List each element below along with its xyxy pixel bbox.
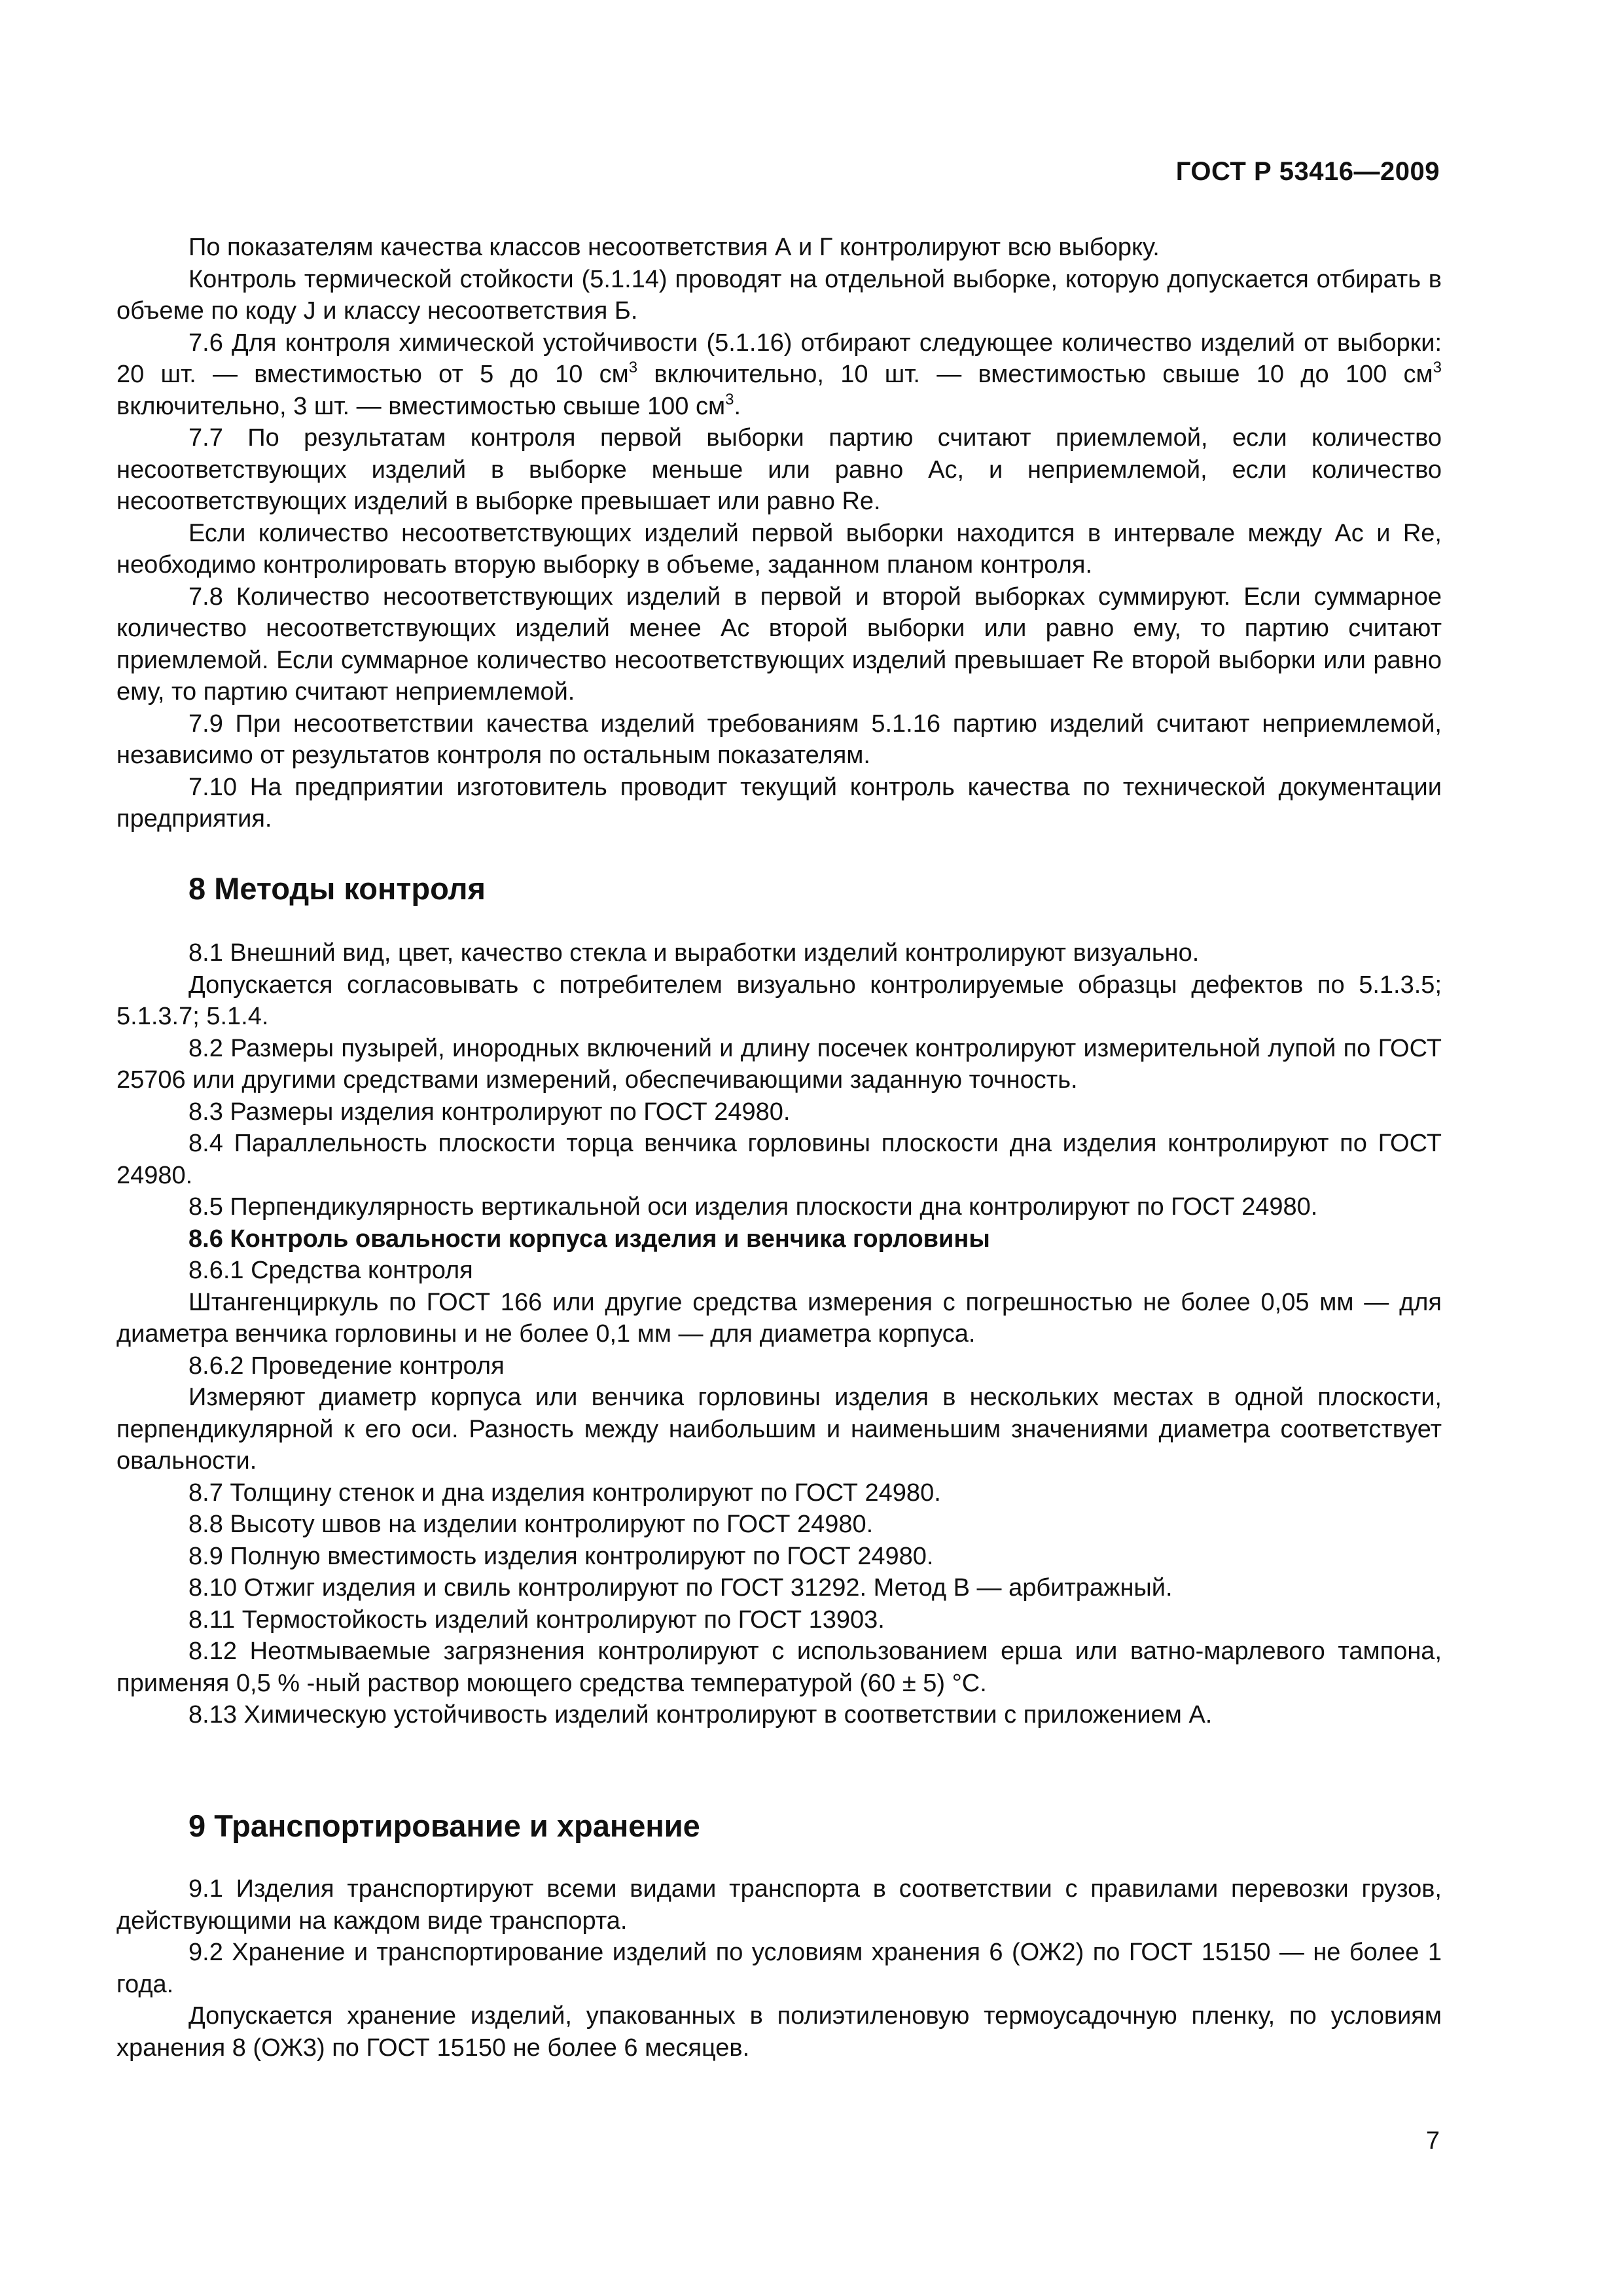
section-9-body xyxy=(116,1873,1442,2064)
paragraph: 7.10 На предприятии изготовитель проводит текущий контроль качества по технической документации предприятия. xyxy=(116,773,1442,833)
paragraph: 7.7 По результатам контроля первой выборки партию считают приемлемой, если количество несоответствующих изделий в выборке меньше или равно Ac, и неприемлемой, если количество несоответствующих изделий в выборке превышает или равно Re. xyxy=(116,424,1442,515)
paragraph: 7.8 Количество несоответствующих изделий в первой и второй выборках суммируют. Если суммарное количество несоответствующих изделий менее Ac второй выборки или равно ему, то партию считают приемлемой. Если суммарное количество несоответствующих изделий превышает Re второй выборки или равно ему, то партию считают неприемлемой. xyxy=(116,583,1442,706)
paragraph: 8.6.2 Проведение контроля xyxy=(188,1352,505,1380)
section-9-heading: 9 Транспортирование и хранение xyxy=(188,1808,700,1843)
paragraph: 8.3 Размеры изделия контролируют по ГОСТ 24980. xyxy=(188,1098,791,1126)
document-header: ГОСТ Р 53416—2009 xyxy=(1175,157,1440,186)
paragraph: 8.12 Неотмываемые загрязнения контролируют с использованием ерша или ватно-марлевого тампона, применяя 0,5 % -ный раствор моющего средства температурой (60 ± 5) °С. xyxy=(116,1638,1442,1697)
paragraph: 8.2 Размеры пузырей, инородных включений и длину посечек контролируют измерительной лупой по ГОСТ 25706 или другими средствами измерений, обеспечивающими заданную точность. xyxy=(116,1034,1442,1094)
paragraph: 8.6.1 Средства контроля xyxy=(188,1257,473,1284)
text-run: включительно, 10 шт. — вместимостью свыше 10 до 100 см xyxy=(637,361,1433,388)
paragraph: 9.2 Хранение и транспортирование изделий по условиям хранения 6 (ОЖ2) по ГОСТ 15150 — не более 1 года. xyxy=(116,1939,1442,1998)
paragraph: 8.13 Химическую устойчивость изделий контролируют в соответствии с приложением А. xyxy=(188,1701,1213,1729)
paragraph: По показателям качества классов несоответствия А и Г контролируют всю выборку. xyxy=(188,234,1160,261)
paragraph: Допускается хранение изделий, упакованных в полиэтиленовую термоусадочную пленку, по условиям хранения 8 (ОЖ3) по ГОСТ 15150 не более 6 месяцев. xyxy=(116,2002,1442,2062)
paragraph: Штангенциркуль по ГОСТ 166 или другие средства измерения с погрешностью не более 0,05 мм — для диаметра венчика горловины и не более 0,1 мм — для диаметра корпуса. xyxy=(116,1288,1442,1348)
text-run: включительно, 3 шт. — вместимостью свыше 100 см xyxy=(116,392,726,420)
paragraph: 8.11 Термостойкость изделий контролируют по ГОСТ 13903. xyxy=(188,1605,885,1634)
paragraph: Допускается согласовывать с потребителем визуально контролируемые образцы дефектов по 5.1.3.5; 5.1.3.7; 5.1.4. xyxy=(116,971,1442,1030)
superscript: 3 xyxy=(1433,359,1442,376)
paragraph: 8.4 Параллельность плоскости торца венчика горловины плоскости дна изделия контролируют по ГОСТ 24980. xyxy=(116,1130,1442,1189)
paragraph: Если количество несоответствующих изделий первой выборки находится в интервале между Ac и Re, необходимо контролировать вторую выборку в объеме, заданном планом контроля. xyxy=(116,519,1442,579)
paragraph-7-6 xyxy=(116,327,1442,423)
text-run: 7.6 Для контроля химической устойчивости (5.1.16) отбирают следующее количество изделий от выборки: 20 шт. — вместимостью от 5 до 10 см xyxy=(116,329,1442,388)
paragraph: 8.9 Полную вместимость изделия контролируют по ГОСТ 24980. xyxy=(188,1542,934,1570)
paragraph: 9.1 Изделия транспортируют всеми видами транспорта в соответствии с правилами перевозки грузов, действующими на каждом виде транспорта. xyxy=(116,1875,1442,1935)
superscript: 3 xyxy=(725,390,734,408)
paragraph: 8.10 Отжиг изделия и свиль контролируют по ГОСТ 31292. Метод В — арбитражный. xyxy=(188,1574,1173,1602)
paragraph: Измеряют диаметр корпуса или венчика горловины изделия в нескольких местах в одной плоскости, перпендикулярной к его оси. Разность между наибольшим и наименьшим значениями диаметра соответствует овальности. xyxy=(116,1384,1442,1475)
superscript: 3 xyxy=(628,359,638,376)
section-7-continuation xyxy=(116,232,1442,835)
paragraph: 8.1 Внешний вид, цвет, качество стекла и выработки изделий контролируют визуально. xyxy=(188,939,1200,967)
paragraph: 8.5 Перпендикулярность вертикальной оси изделия плоскости дна контролируют по ГОСТ 24980. xyxy=(188,1193,1318,1221)
text-run: . xyxy=(734,392,741,420)
paragraph: Контроль термической стойкости (5.1.14) проводят на отдельной выборке, которую допускается отбирать в объеме по коду J и классу несоответствия Б. xyxy=(116,265,1442,325)
section-8-heading: 8 Методы контроля xyxy=(188,871,486,906)
paragraph: 7.9 При несоответствии качества изделий требованиям 5.1.16 партию изделий считают неприемлемой, независимо от результатов контроля по остальным показателям. xyxy=(116,709,1442,769)
paragraph: 8.7 Толщину стенок и дна изделия контролируют по ГОСТ 24980. xyxy=(188,1479,941,1507)
paragraph: 8.8 Высоту швов на изделии контролируют по ГОСТ 24980. xyxy=(188,1511,874,1538)
subsection-heading-8-6: 8.6 Контроль овальности корпуса изделия и венчика горловины xyxy=(188,1225,990,1253)
page-number: 7 xyxy=(1425,2127,1440,2155)
section-8-body xyxy=(116,937,1442,1731)
